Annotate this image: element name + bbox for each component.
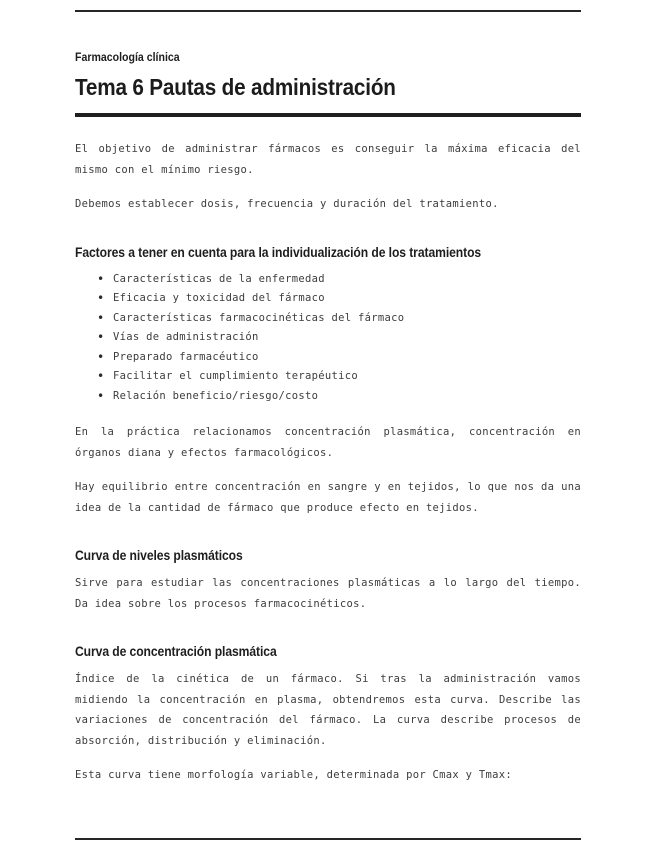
intro-paragraph: Debemos establecer dosis, frecuencia y duración del tratamiento.	[75, 198, 499, 210]
list-item: • Características farmacocinéticas del fármaco	[97, 309, 581, 329]
section-heading-factores: Factores a tener en cuenta para la individualización de los tratamientos	[75, 244, 482, 260]
body-paragraph: Sirve para estudiar las concentraciones plasmáticas a lo largo del tiempo. Da idea sobre los procesos farmacocinéticos.	[75, 577, 581, 610]
page-title: Tema 6 Pautas de administración	[75, 74, 396, 100]
list-item: • Vías de administración	[97, 328, 581, 348]
document-content	[75, 0, 581, 800]
section-heading-concentracion-plasmatica: Curva de concentración plasmática	[75, 644, 277, 659]
list-item: • Eficacia y toxicidad del fármaco	[97, 289, 581, 309]
body-paragraph: Esta curva tiene morfología variable, determinada por Cmax y Tmax:	[75, 769, 513, 781]
list-item: • Preparado farmacéutico	[97, 348, 581, 368]
factores-bullet-list	[75, 270, 581, 407]
intro-paragraph: El objetivo de administrar fármacos es conseguir la máxima eficacia del mismo con el mínimo riesgo.	[75, 143, 581, 176]
bottom-rule	[75, 838, 581, 840]
body-paragraph: En la práctica relacionamos concentración plasmática, concentración en órganos diana y efectos farmacológicos.	[75, 426, 581, 459]
body-paragraph: Índice de la cinética de un fármaco. Si tras la administración vamos midiendo la concentración en plasma, obtendremos esta curva. Describe las variaciones de concentración del fármaco. La curva describe procesos de absorción, distribución y eliminación.	[75, 673, 581, 747]
section-heading-niveles-plasmaticos: Curva de niveles plasmáticos	[75, 548, 243, 563]
course-kicker: Farmacología clínica	[75, 52, 180, 64]
title-underline-rule	[75, 113, 581, 117]
list-item: • Relación beneficio/riesgo/costo	[97, 387, 581, 407]
list-item: • Características de la enfermedad	[97, 270, 581, 290]
list-item: • Facilitar el cumplimiento terapéutico	[97, 367, 581, 387]
body-paragraph: Hay equilibrio entre concentración en sangre y en tejidos, lo que nos da una idea de la cantidad de fármaco que produce efecto en tejidos.	[75, 481, 581, 514]
